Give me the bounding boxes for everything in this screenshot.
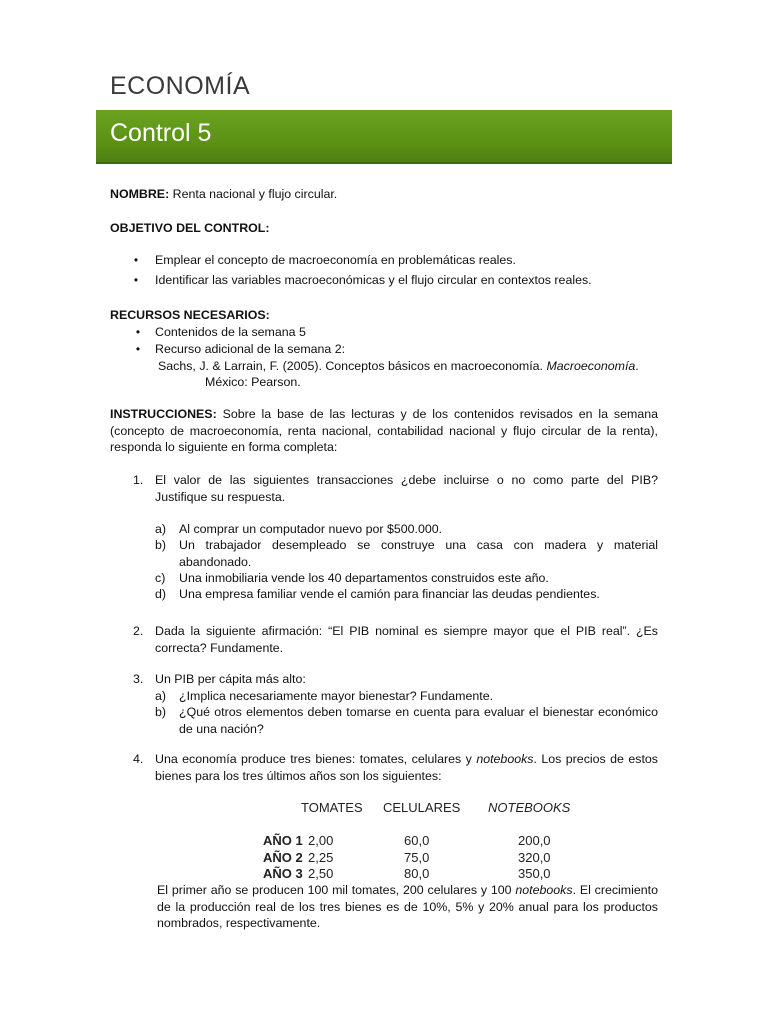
table-year: AÑO 2 (263, 850, 303, 865)
reference-line: México: Pearson. (205, 375, 301, 389)
nombre-line (110, 186, 337, 203)
nombre-label: NOMBRE: (110, 187, 170, 201)
item-text: ¿Qué otros elementos deben tomarse en cuenta para evaluar el bienestar económico de una nación? (179, 705, 658, 736)
table-header: TOMATES (301, 800, 363, 815)
table-cell: 60,0 (404, 833, 430, 848)
question-number: 2. (133, 624, 144, 638)
question-number: 4. (133, 752, 144, 766)
question-number: 1. (133, 473, 144, 487)
table-header: CELULARES (383, 800, 461, 815)
bullet-icon: • (135, 325, 141, 339)
objetivo-item: Emplear el concepto de macroeconomía en problemáticas reales. (155, 253, 516, 267)
instrucciones-label: INSTRUCCIONES: (110, 407, 217, 421)
table-cell: 80,0 (404, 866, 430, 881)
question-text: El valor de las siguientes transacciones ¿debe incluirse o no como parte del PIB? Justifique su respuesta. (155, 473, 658, 504)
bullet-icon: • (133, 273, 139, 287)
recursos-item: Contenidos de la semana 5 (155, 325, 306, 339)
control-title: Control 5 (110, 119, 212, 147)
nombre-value: Renta nacional y flujo circular. (169, 187, 338, 201)
table-year: AÑO 1 (263, 833, 303, 848)
item-letter: d) (155, 587, 167, 601)
item-letter: b) (155, 705, 167, 719)
objetivo-item: Identificar las variables macroeconómicas y el flujo circular en contextos reales. (155, 273, 592, 287)
table-header: NOTEBOOKS (488, 800, 571, 815)
item-text: Un trabajador desempleado se construye una casa con madera y material abandonado. (179, 538, 658, 569)
recursos-heading: RECURSOS NECESARIOS: (110, 308, 270, 322)
table-cell: 2,25 (308, 850, 334, 865)
item-text: Una inmobiliaria vende los 40 departamentos construidos este año. (179, 571, 549, 585)
reference-line: Sachs, J. & Larrain, F. (2005). Conceptos básicos en macroeconomía. Macroeconomía. (158, 359, 639, 373)
table-cell: 200,0 (518, 833, 551, 848)
objetivo-heading: OBJETIVO DEL CONTROL: (110, 221, 270, 235)
item-text: Una empresa familiar vende el camión para financiar las deudas pendientes. (179, 587, 600, 601)
question-text: Un PIB per cápita más alto: (155, 672, 306, 686)
bullet-icon: • (133, 253, 139, 267)
recursos-item: Recurso adicional de la semana 2: (155, 342, 346, 356)
item-letter: b) (155, 538, 167, 552)
question-text: Dada la siguiente afirmación: “El PIB nominal es siempre mayor que el PIB real”. ¿Es correcta? Fundamente. (155, 624, 658, 655)
question-text: Una economía produce tres bienes: tomates, celulares y notebooks. Los precios de estos bienes para los tres últimos años son los siguientes: (155, 752, 658, 783)
table-cell: 320,0 (518, 850, 551, 865)
bullet-icon: • (135, 342, 141, 356)
table-cell: 2,00 (308, 833, 334, 848)
q4-followup-paragraph: El primer año se producen 100 mil tomates, 200 celulares y 100 notebooks. El crecimiento de la producción real de los tres bienes es de 10%, 5% y 20% anual para los productos nombrados, respectivamente. (157, 883, 659, 931)
table-cell: 75,0 (404, 850, 430, 865)
instrucciones-paragraph: INSTRUCCIONES: Sobre la base de las lecturas y de los contenidos revisados en la semana (concepto de macroeconomía, renta nacional, contabilidad nacional y flujo circular de la renta), responda lo siguiente en forma completa: (110, 407, 658, 455)
item-letter: a) (155, 689, 167, 703)
item-letter: c) (155, 571, 166, 585)
question-number: 3. (133, 672, 144, 686)
control-banner (96, 110, 672, 164)
item-text: ¿Implica necesariamente mayor bienestar? Fundamente. (179, 689, 494, 703)
subject-title: ECONOMÍA (110, 72, 251, 100)
table-cell: 350,0 (518, 866, 551, 881)
table-cell: 2,50 (308, 866, 334, 881)
table-year: AÑO 3 (263, 866, 303, 881)
item-text: Al comprar un computador nuevo por $500.000. (179, 522, 443, 536)
item-letter: a) (155, 522, 167, 536)
